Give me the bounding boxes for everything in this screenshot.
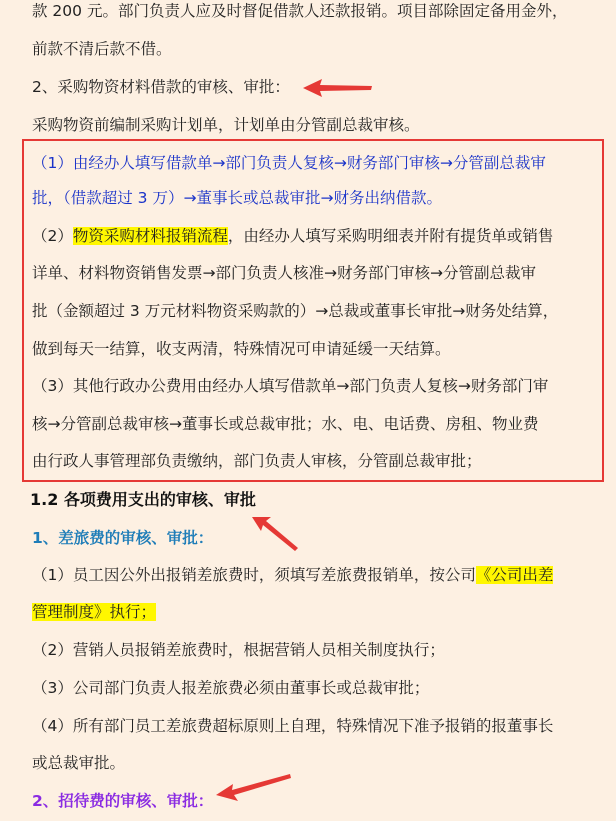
section-heading-1-2: 1.2 各项费用支出的审核、审批 [30,490,256,509]
paragraph-line: 采购物资前编制采购计划单，计划单由分管副总裁审核。 [32,116,420,134]
step-3-line: 核→分管副总裁审核→董事长或总裁审批；水、电、电话费、房租、物业费 [32,415,539,433]
travel-item-4-line: （4）所有部门员工差旅费超标原则上自理，特殊情况下准予报销的报董事长 [32,717,554,735]
travel-item-3: （3）公司部门负责人报差旅费必须由董事长或总裁审批； [32,679,430,697]
step-2-text: ，由经办人填写采购明细表并附有提货单或销售 [227,227,554,245]
step-2-line: 批（金额超过 3 万元材料物资采购款的）→总裁或董事长审批→财务处结算， [32,302,559,320]
step-3-line: 由行政人事管理部负责缴纳，部门负责人审核，分管副总裁审批； [32,452,482,470]
section-heading-travel: 1、差旅费的审核、审批： [32,529,214,547]
travel-item-1-text: （1）员工因公外出报销差旅费时，须填写差旅费报销单，按公司 [32,566,476,584]
paragraph-line: 款 200 元。部门负责人应及时督促借款人还款报销。项目部除固定备用金外， [32,2,568,20]
step-1-line: 批，（借款超过 3 万）→董事长或总裁审批→财务出纳借款。 [32,189,442,207]
highlighted-text: 管理制度》执行； [32,603,157,621]
step-2-line: 做到每天一结算，收支两清，特殊情况可申请延缓一天结算。 [32,340,451,358]
step-2-line: 详单、材料物资销售发票→部门负责人核准→财务部门审核→分管副总裁审 [32,264,536,282]
section-heading-entertainment: 2、招待费的审核、审批： [32,792,214,810]
highlighted-text: 物资采购材料报销流程 [72,227,228,245]
step-3-line: （3）其他行政办公费用由经办人填写借款单→部门负责人复核→财务部门审 [32,377,549,395]
highlighted-text: 《公司出差 [475,566,554,584]
travel-item-4-line: 或总裁审批。 [32,754,126,772]
step-1-line: （1）由经办人填写借款单→部门负责人复核→财务部门审核→分管副总裁审 [32,154,546,172]
section-heading-purchase-loan: 2、采购物资材料借款的审核、审批： [32,78,290,96]
step-2-number: （2） [32,227,73,245]
travel-item-2: （2）营销人员报销差旅费时，根据营销人员相关制度执行； [32,641,445,659]
paragraph-line: 前款不清后款不借。 [32,40,172,58]
